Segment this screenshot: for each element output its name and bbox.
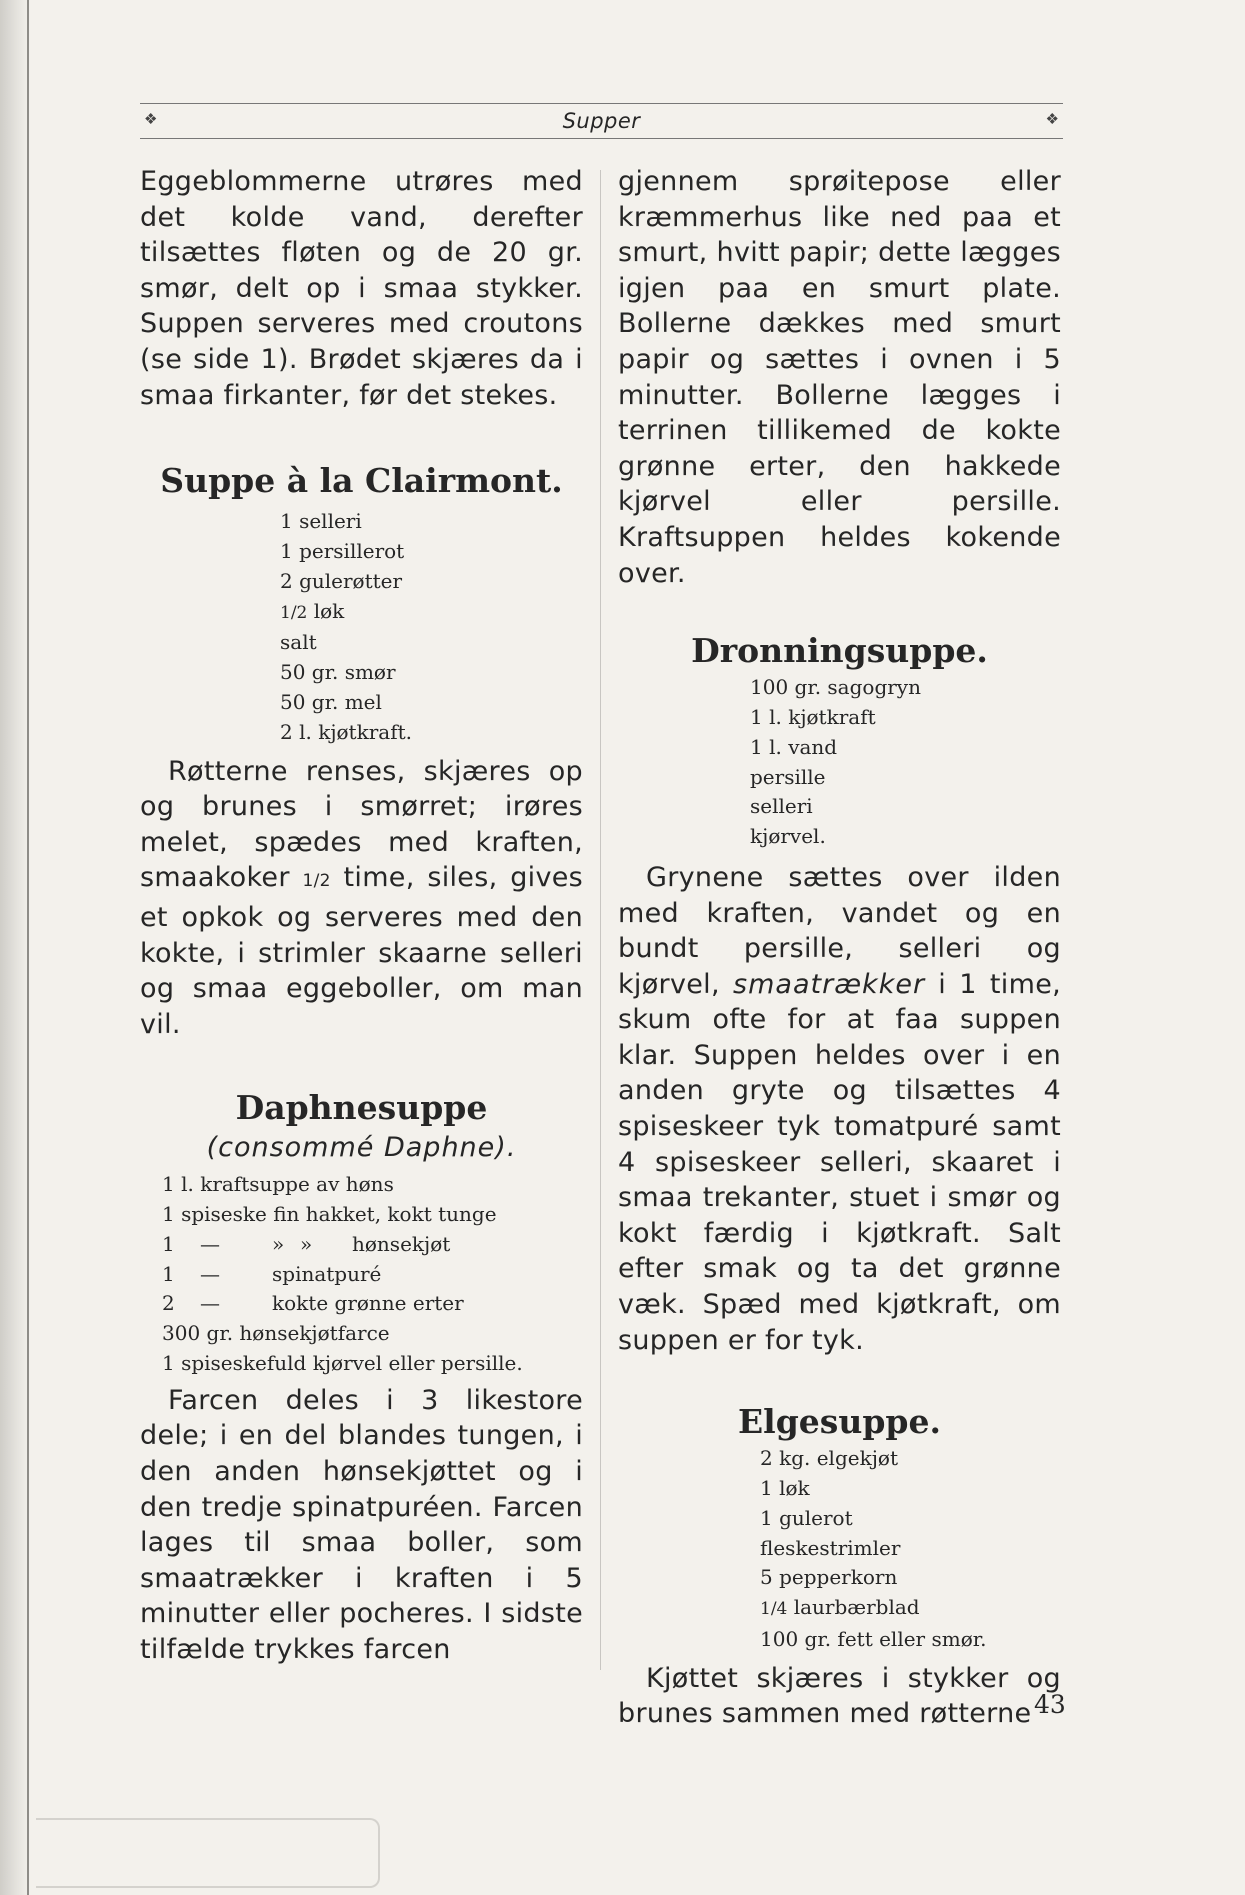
recipe-title-clairmont: Suppe à la Clairmont. (160, 461, 563, 501)
ingredients-elge (760, 1444, 1061, 1655)
ingredient: selleri (750, 794, 813, 819)
fraction-half: 1/2 (280, 602, 308, 623)
ingredient: salt (280, 630, 317, 655)
ingredients-daphne (162, 1170, 583, 1379)
left-column (140, 164, 583, 1668)
ingredient: 1 persillerot (280, 538, 405, 563)
ingredient: 1 l. kraftsuppe av høns (162, 1172, 394, 1197)
method-part-a: Grynene sættes over ilden med kraften, vandet og en bundt persille, selleri og kjørvel, (618, 861, 1061, 1000)
ingredient: 300 gr. hønsekjøtfarce (162, 1321, 390, 1346)
ingredient (280, 597, 583, 629)
header-rule-top (140, 103, 1063, 104)
ingredient-text: løk (313, 598, 345, 623)
ingredient: 1 spiseske fin hakket, kokt tunge (162, 1202, 497, 1227)
ingredient: persille (750, 764, 826, 789)
method-part-b: time, siles, gives et opkok og serveres med den kokte, i strimler skaarne selleri og smaa eggeboller, om man vil. (140, 862, 584, 1040)
recipe-title-daphne: Daphnesuppe (235, 1088, 488, 1128)
ingredient: 1 løk (760, 1476, 810, 1501)
method-dronning (618, 860, 1061, 1358)
ingredient (760, 1593, 1061, 1625)
ingredient: 1 — spinatpuré (162, 1261, 382, 1286)
ingredient: 1 gulerot (760, 1505, 853, 1530)
recipe-title-dronning: Dronningsuppe. (691, 631, 988, 671)
ornament-left-icon: ❖ (144, 110, 158, 128)
ingredient: 2 — kokte grønne erter (162, 1291, 464, 1316)
ingredient: 1 l. vand (750, 734, 838, 759)
ingredient: 2 gulerøtter (280, 568, 403, 593)
ornament-right-icon: ❖ (1045, 110, 1059, 128)
ingredient-text: laurbærblad (793, 1595, 920, 1620)
ingredient: 2 kg. elgekjøt (760, 1446, 898, 1471)
running-header (140, 103, 1063, 139)
ingredient: 1 l. kjøtkraft (750, 704, 876, 729)
method-elge: Kjøttet skjæres i stykker og brunes sammen med røtterne (618, 1662, 1061, 1730)
method-daphne: Farcen deles i 3 likestore dele; i en del blandes tungen, i den anden hønsekjøttet og i den tredje spinatpuréen. Farcen lages til smaa boller, som smaatrækker i kraften i 5 minutter eller pocheres. I sidste tilfælde trykkes farcen (140, 1384, 583, 1666)
fraction-quarter: 1/4 (760, 1599, 788, 1620)
ingredient: 1 spiseskefuld kjørvel eller persille. (162, 1351, 523, 1376)
method-emphasis: smaatrækker (733, 968, 926, 1000)
column-divider (600, 170, 601, 1670)
ingredient: kjørvel. (750, 824, 826, 849)
ingredient: 1 — » » hønsekjøt (162, 1231, 451, 1256)
method-part-b: i 1 time, skum ofte for at faa suppen klar. Suppen heldes over i en anden gryte og tilsættes 4 spiseskeer tyk tomatpuré samt 4 spiseskeer selleri, skaaret i smaa trekanter, stuet i smør og kokt færdig i kjøtkraft. Salt efter smak og ta det grønne væk. Spæd med kjøtkraft, om suppen er for tyk. (618, 968, 1061, 1356)
ingredient: 50 gr. mel (280, 689, 382, 714)
method-part-a: Røtterne renses, skjæres op og brunes i smørret; irøres melet, spædes med kraften, smaakoker (140, 755, 583, 894)
ingredient: 2 l. kjøtkraft. (280, 719, 412, 744)
binding-line (27, 0, 29, 1895)
ingredient: 50 gr. smør (280, 660, 396, 685)
right-column (618, 164, 1061, 1732)
method-clairmont (140, 754, 583, 1043)
ingredients-clairmont (280, 507, 583, 747)
ingredient: 100 gr. fett eller smør. (760, 1627, 987, 1651)
page-binding-shadow (0, 0, 30, 1895)
fraction-half: 1/2 (302, 871, 331, 892)
ingredients-dronning (750, 673, 1061, 852)
ingredient: 1 selleri (280, 509, 362, 534)
continued-paragraph: gjennem sprøitepose eller kræmmerhus like ned paa et smurt, hvitt papir; dette lægges igjen paa en smurt plate. Bollerne dækkes med smurt papir og sættes i ovnen i 5 minutter. Bollerne lægges i terrinen tillikemed de kokte grønne erter, den hakkede kjørvel eller persille. Kraftsuppen heldes kokende over. (618, 166, 1061, 589)
recipe-subtitle-daphne: (consommé Daphne). (206, 1132, 517, 1164)
ingredient: fleskestrimler (760, 1535, 901, 1560)
ingredient: 100 gr. sagogryn (750, 675, 921, 700)
recipe-title-elge: Elgesuppe. (738, 1402, 941, 1442)
ingredient: 5 pepperkorn (760, 1565, 898, 1590)
header-rule-bottom (140, 138, 1063, 139)
header-title: Supper (562, 109, 641, 133)
page-number: 43 (1034, 1690, 1066, 1719)
continued-paragraph: Eggeblommerne utrøres med det kolde vand, derefter tilsættes fløten og de 20 gr. smør, delt op i smaa stykker. Suppen serveres med croutons (se side 1). Brødet skjæres da i smaa firkanter, før det stekes. (140, 166, 583, 411)
binding-mark (36, 1818, 380, 1888)
